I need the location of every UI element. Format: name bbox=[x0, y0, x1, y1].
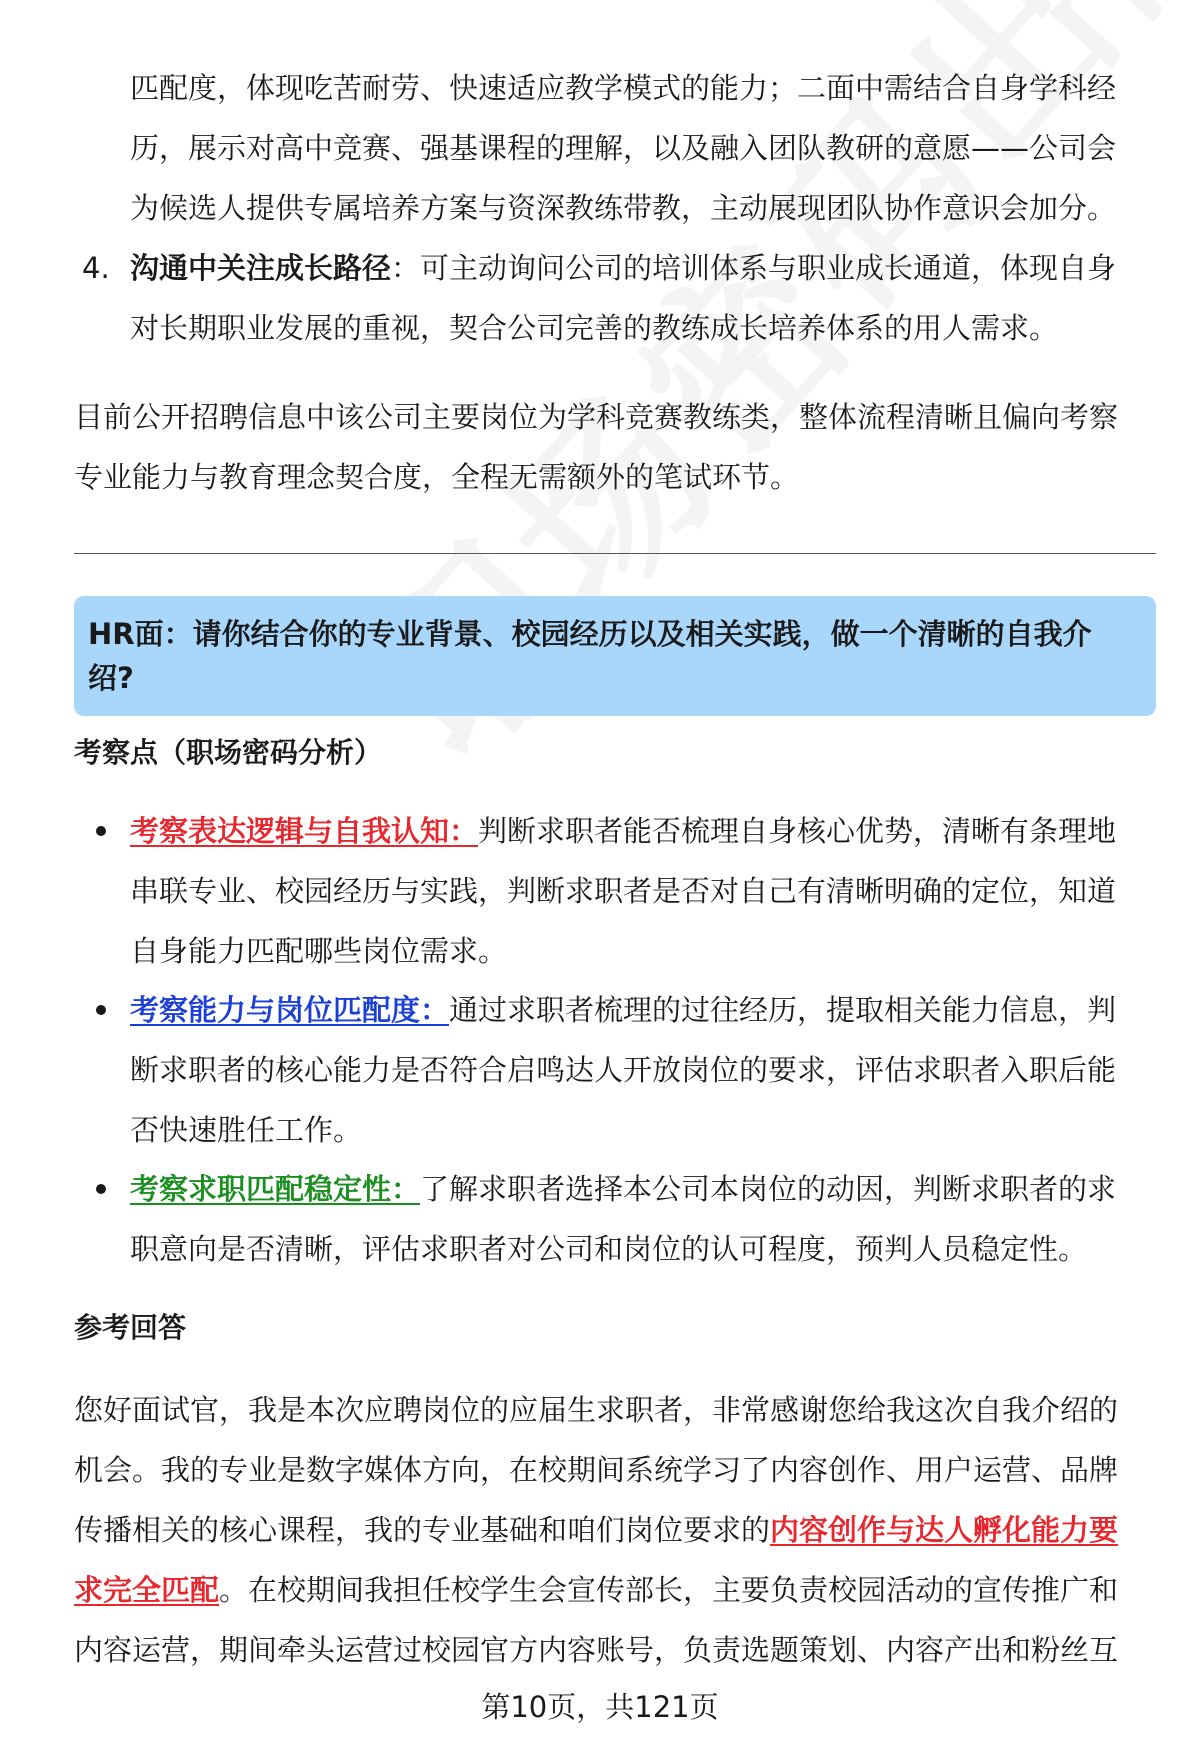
text-line bbox=[130, 980, 1160, 1040]
text-line: 断求职者的核心能力是否符合启鸣达人开放岗位的要求，评估求职者入职后能 bbox=[130, 1053, 1117, 1087]
text-line bbox=[130, 238, 1160, 298]
summary-paragraph bbox=[74, 387, 1164, 507]
text-line bbox=[74, 1560, 1164, 1620]
question-line: HR面：请你结合你的专业背景、校园经历以及相关实践，做一个清晰的自我介 bbox=[88, 617, 1092, 651]
point-label: 考察能力与岗位匹配度： bbox=[130, 993, 450, 1027]
text-line: 您好面试官，我是本次应聘岗位的应届生求职者，非常感谢您给我这次自我介绍的 bbox=[74, 1393, 1119, 1427]
point-label: 考察表达逻辑与自我认知： bbox=[130, 814, 479, 848]
list-item-4 bbox=[130, 238, 1160, 358]
bullet-dot bbox=[96, 1184, 106, 1194]
text-line: 目前公开招聘信息中该公司主要岗位为学科竞赛教练类，整体流程清晰且偏向考察 bbox=[74, 400, 1119, 434]
answer-text: 传播相关的核心课程，我的专业基础和咱们岗位要求的 bbox=[74, 1513, 771, 1547]
analysis-point-2 bbox=[130, 980, 1160, 1160]
analysis-heading: 考察点（职场密码分析） bbox=[74, 736, 383, 769]
answer-highlight: 求完全匹配 bbox=[74, 1573, 220, 1607]
question-text bbox=[88, 612, 1128, 700]
text-line bbox=[74, 1500, 1164, 1560]
text-line: 对长期职业发展的重视，契合公司完善的教练成长培养体系的用人需求。 bbox=[130, 311, 1059, 345]
point-text: 了解求职者选择本公司本岗位的动因，判断求职者的求 bbox=[420, 1172, 1117, 1206]
bullet-dot bbox=[96, 1005, 106, 1015]
text-line: 历，展示对高中竞赛、强基课程的理解，以及融入团队教研的意愿——公司会 bbox=[130, 131, 1117, 165]
point-text: 通过求职者梳理的过往经历，提取相关能力信息，判 bbox=[449, 993, 1117, 1027]
text-line: 为候选人提供专属培养方案与资深教练带教，主动展现团队协作意识会加分。 bbox=[130, 191, 1117, 225]
answer-heading: 参考回答 bbox=[74, 1311, 187, 1344]
text-line: 职意向是否清晰，评估求职者对公司和岗位的认可程度，预判人员稳定性。 bbox=[130, 1232, 1088, 1266]
list-item-text: ：可主动询问公司的培训体系与职业成长通道，体现自身 bbox=[391, 251, 1117, 285]
text-line: 内容运营，期间牵头运营过校园官方内容账号，负责选题策划、内容产出和粉丝互 bbox=[74, 1633, 1119, 1667]
analysis-point-1 bbox=[130, 801, 1160, 981]
text-line: 专业能力与教育理念契合度，全程无需额外的笔试环节。 bbox=[74, 460, 800, 494]
list-number-4: 4. bbox=[82, 251, 110, 285]
text-line: 机会。我的专业是数字媒体方向，在校期间系统学习了内容创作、用户运营、品牌 bbox=[74, 1453, 1119, 1487]
list-item-title: 沟通中关注成长路径 bbox=[130, 251, 392, 285]
point-label: 考察求职匹配稳定性： bbox=[130, 1172, 421, 1206]
text-line: 串联专业、校园经历与实践，判断求职者是否对自己有清晰明确的定位，知道 bbox=[130, 874, 1117, 908]
analysis-point-3 bbox=[130, 1159, 1160, 1279]
answer-text: 。在校期间我担任校学生会宣传部长，主要负责校园活动的宣传推广和 bbox=[219, 1573, 1119, 1607]
question-line: 绍? bbox=[88, 661, 134, 695]
section-divider bbox=[74, 553, 1156, 554]
point-text: 判断求职者能否梳理自身核心优势，清晰有条理地 bbox=[478, 814, 1117, 848]
answer-paragraph bbox=[74, 1380, 1164, 1680]
answer-highlight: 内容创作与达人孵化能力要 bbox=[770, 1513, 1119, 1547]
text-line: 匹配度，体现吃苦耐劳、快速适应教学模式的能力；二面中需结合自身学科经 bbox=[130, 71, 1117, 105]
text-line: 自身能力匹配哪些岗位需求。 bbox=[130, 934, 508, 968]
list-item-3-continuation bbox=[130, 58, 1160, 238]
bullet-dot bbox=[96, 826, 106, 836]
text-line bbox=[130, 801, 1160, 861]
page-footer: 第10页，共121页 bbox=[481, 1690, 719, 1724]
text-line: 否快速胜任工作。 bbox=[130, 1113, 363, 1147]
text-line bbox=[130, 1159, 1160, 1219]
